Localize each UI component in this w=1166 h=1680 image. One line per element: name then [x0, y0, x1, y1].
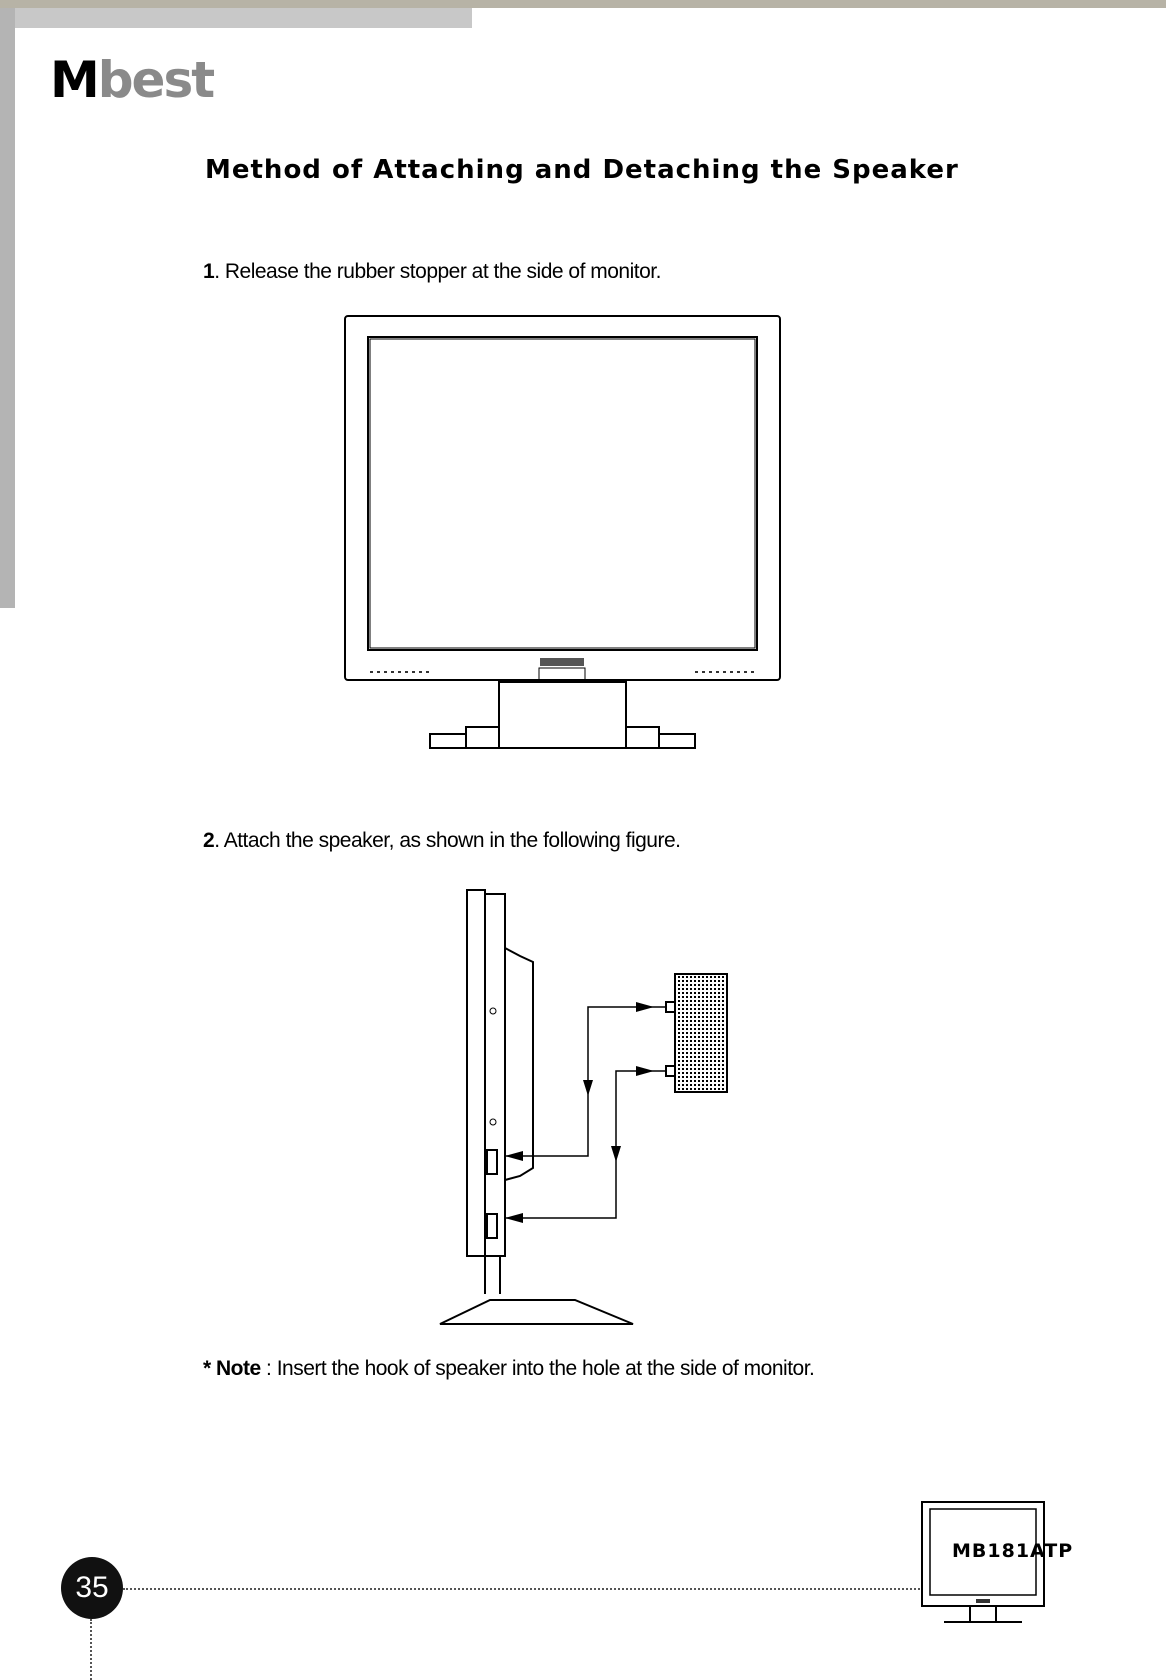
- note-label: Note: [216, 1357, 261, 1380]
- page-number: 35: [61, 1557, 123, 1619]
- step-2-number: 2: [203, 829, 215, 852]
- note-text: [203, 1357, 814, 1381]
- monitor-front-diagram: [340, 310, 790, 760]
- note-body: : Insert the hook of speaker into the hole at the side of monitor.: [260, 1357, 815, 1380]
- step-1-text: . Release the rubber stopper at the side of monitor.: [214, 260, 661, 283]
- logo-m: M: [50, 51, 98, 109]
- logo-rest: best: [97, 51, 214, 109]
- page-title: Method of Attaching and Detaching the Speaker: [205, 155, 959, 185]
- step-2: [203, 829, 681, 853]
- step-1: [203, 260, 661, 284]
- monitor-thumbnail-icon: [918, 1500, 1048, 1630]
- brand-logo: [50, 52, 213, 108]
- step-2-text: . Attach the speaker, as shown in the following figure.: [214, 829, 681, 852]
- model-label: MB181ATP: [952, 1540, 1074, 1562]
- top-decor-bar: [0, 0, 1166, 8]
- footer-dotted-line: [123, 1588, 923, 1590]
- step-1-number: 1: [203, 260, 215, 283]
- footer-dotted-vertical: [90, 1619, 92, 1680]
- note-label-bullet: *: [203, 1357, 217, 1380]
- side-decor-bar: [0, 8, 15, 608]
- speaker-attach-diagram: [430, 880, 750, 1330]
- top-decor-tab: [0, 8, 472, 28]
